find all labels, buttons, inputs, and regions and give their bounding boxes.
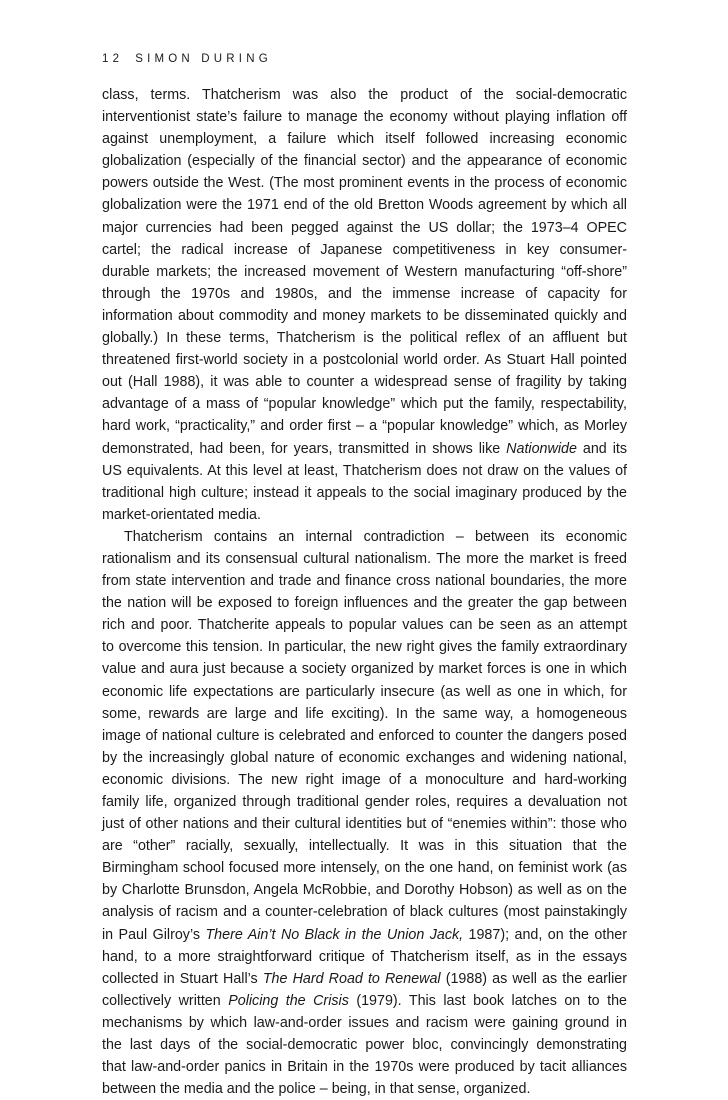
text-line bbox=[102, 239, 627, 261]
text-segment: mechanisms by which law-and-order issues and racism were gaining ground in bbox=[102, 1014, 627, 1031]
text-line bbox=[102, 592, 627, 614]
text-line bbox=[102, 946, 627, 968]
text-segment: by the increasingly global nature of economic exchanges and widening national, bbox=[102, 749, 627, 766]
text-segment: are “other” racially, sexually, intellectually. It was in this situation that the bbox=[102, 838, 627, 855]
text-segment: to overcome this tension. In particular, the new right gives the family extraordinary bbox=[102, 639, 627, 656]
page-number: 12 bbox=[102, 53, 124, 65]
text-segment: by Charlotte Brunsdon, Angela McRobbie, and Dorothy Hobson) as well as on the bbox=[102, 882, 627, 899]
text-line bbox=[102, 106, 627, 128]
text-segment: demonstrated, had been, for years, transmitted in shows like bbox=[102, 440, 507, 457]
text-segment: economic divisions. The new right image of a monoculture and hard-working bbox=[102, 771, 627, 788]
text-line bbox=[102, 172, 627, 194]
text-line bbox=[102, 636, 627, 658]
text-line bbox=[102, 128, 627, 150]
text-segment: interventionist state’s failure to manage the economy without playing inflation off bbox=[102, 109, 627, 126]
text-line bbox=[102, 857, 627, 879]
italic-title: The Hard Road to Renewal bbox=[262, 970, 441, 987]
text-line bbox=[102, 681, 627, 703]
text-segment: cartel; the radical increase of Japanese competitiveness in key consumer- bbox=[102, 241, 627, 258]
text-segment: against unemployment, a failure which itself followed increasing economic bbox=[102, 131, 627, 148]
italic-title: Policing the Crisis bbox=[228, 992, 349, 1009]
text-segment: advantage of a mass of “popular knowledge” which put the family, respectability, bbox=[102, 396, 627, 413]
text-segment: globally.) In these terms, Thatcherism is the political reflex of an affluent but bbox=[102, 330, 627, 347]
text-segment: hard work, “practicality,” and order first – a “popular knowledge” which, as Morley bbox=[102, 418, 627, 435]
text-segment: (1979). This last book latches on to the bbox=[348, 992, 627, 1009]
text-line bbox=[102, 769, 627, 791]
italic-title: There Ain’t No Black in the Union Jack, bbox=[205, 926, 464, 943]
text-segment: rich and poor. Thatcherite appeals to popular values can be seen as an attempt bbox=[102, 617, 627, 634]
text-segment: class, terms. Thatcherism was also the product of the social-democratic bbox=[102, 87, 627, 103]
text-line bbox=[102, 968, 627, 990]
text-line bbox=[102, 747, 627, 769]
text-line bbox=[102, 924, 627, 946]
text-line bbox=[102, 570, 627, 592]
text-segment: durable markets; the increased movement of Western manufacturing “off-shore” bbox=[102, 263, 627, 280]
text-segment: in Paul Gilroy’s bbox=[102, 926, 206, 943]
text-line bbox=[102, 415, 627, 437]
text-segment: image of national culture is celebrated and enforced to counter the dangers posed bbox=[102, 727, 627, 744]
text-segment: collected in Stuart Hall’s bbox=[102, 970, 263, 987]
text-segment: major currencies had been pegged against the US dollar; the 1973–4 OPEC bbox=[102, 219, 627, 236]
text-segment: Birmingham school focused more intensely, on the one hand, on feminist work (as bbox=[102, 860, 627, 877]
text-segment: just of other nations and their cultural identities but of “enemies within”: those who bbox=[102, 816, 627, 833]
text-line bbox=[102, 703, 627, 725]
text-segment: and its bbox=[576, 440, 627, 457]
text-segment: hand, to a more straightforward critique of Thatcherism itself, as in the essays bbox=[102, 948, 627, 965]
text-segment: between the media and the police – being, in that sense, organized. bbox=[102, 1081, 531, 1098]
body-text bbox=[102, 84, 627, 1100]
text-segment: Thatcherism contains an internal contradiction – between its economic bbox=[124, 528, 627, 545]
text-line bbox=[102, 482, 627, 504]
text-segment: family life, organized through traditional gender roles, requires a devaluation not bbox=[102, 794, 627, 810]
text-line bbox=[102, 614, 627, 636]
text-segment: that law-and-order panics in Britain in the 1970s were produced by tacit alliances bbox=[102, 1059, 627, 1076]
text-segment: out (Hall 1988), it was able to counter a widespread sense of fragility by taking bbox=[102, 374, 627, 391]
text-segment: collectively written bbox=[102, 992, 229, 1009]
text-line bbox=[102, 349, 627, 371]
text-line bbox=[102, 305, 627, 327]
text-segment: globalization (especially of the financial sector) and the appearance of economic bbox=[102, 153, 627, 170]
text-segment: US equivalents. At this level at least, Thatcherism does not draw on the values of bbox=[102, 462, 627, 479]
text-line bbox=[102, 438, 627, 460]
italic-title: Nationwide bbox=[506, 440, 577, 457]
text-line bbox=[102, 504, 627, 526]
text-line bbox=[102, 1012, 627, 1034]
text-line bbox=[102, 813, 627, 835]
text-line bbox=[102, 658, 627, 680]
text-line bbox=[102, 526, 627, 548]
text-segment: market-orientated media. bbox=[102, 506, 261, 523]
running-head-title: SIMON DURING bbox=[135, 53, 272, 65]
text-line bbox=[102, 879, 627, 901]
text-line bbox=[102, 460, 627, 482]
text-segment: (1988) as well as the earlier bbox=[440, 970, 627, 987]
text-line bbox=[102, 1034, 627, 1056]
text-segment: the nation will be exposed to foreign influences and the greater the gap between bbox=[102, 595, 627, 612]
text-line bbox=[102, 217, 627, 239]
text-segment: threatened first-world society in a postcolonial world order. As Stuart Hall pointed bbox=[102, 352, 627, 369]
text-segment: analysis of racism and a counter-celebration of black cultures (most painstakingly bbox=[102, 904, 627, 921]
text-line bbox=[102, 990, 627, 1012]
text-line bbox=[102, 150, 627, 172]
text-line bbox=[102, 725, 627, 747]
text-line bbox=[102, 548, 627, 570]
text-line bbox=[102, 194, 627, 216]
running-header bbox=[102, 53, 272, 65]
text-segment: globalization were the 1971 end of the old Bretton Woods agreement by which all bbox=[102, 197, 627, 214]
text-segment: powers outside the West. (The most prominent events in the process of economic bbox=[102, 175, 627, 192]
text-line bbox=[102, 261, 627, 283]
text-segment: the last days of the social-democratic power bloc, convincingly demonstrating bbox=[102, 1037, 627, 1054]
text-line bbox=[102, 371, 627, 393]
text-segment: 1987); and, on the other bbox=[463, 926, 627, 943]
text-segment: information about commodity and money markets to be disseminated quickly and bbox=[102, 307, 627, 324]
text-segment: traditional high culture; instead it appeals to the social imaginary produced by the bbox=[102, 484, 627, 501]
text-line bbox=[102, 835, 627, 857]
text-segment: through the 1970s and 1980s, and the immense increase of capacity for bbox=[102, 285, 627, 302]
text-segment: economic life expectations are particularly insecure (as well as one in which, for bbox=[102, 683, 627, 700]
text-line bbox=[102, 1078, 627, 1100]
text-segment: rationalism and its consensual cultural nationalism. The more the market is freed bbox=[102, 550, 627, 567]
text-line bbox=[102, 393, 627, 415]
text-line bbox=[102, 791, 627, 813]
text-line bbox=[102, 283, 627, 305]
text-segment: value and aura just because a society organized by market forces is one in which bbox=[102, 661, 627, 678]
text-line bbox=[102, 1056, 627, 1078]
text-line bbox=[102, 84, 627, 106]
text-line bbox=[102, 901, 627, 923]
text-segment: some, rewards are large and life exciting). In the same way, a homogeneous bbox=[102, 705, 627, 722]
text-line bbox=[102, 327, 627, 349]
text-segment: from state intervention and trade and finance cross national boundaries, the more bbox=[102, 573, 627, 590]
